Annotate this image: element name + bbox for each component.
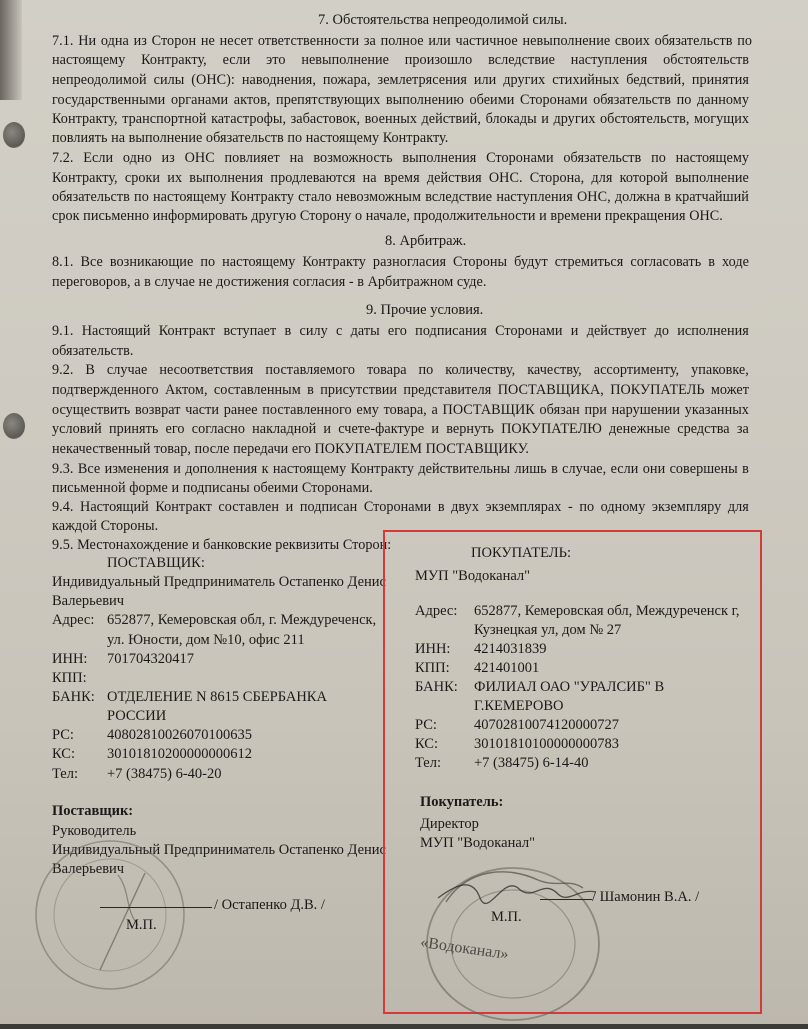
supplier-address-label: Адрес: xyxy=(52,612,95,628)
section-9-2-line: условий принять его согласно накладной и счете-фактуре и вернуть ПОКУПАТЕЛЮ денежные средства за xyxy=(52,421,749,437)
page-edge-shadow xyxy=(0,0,22,100)
supplier-signature-name: / Остапенко Д.В. / xyxy=(214,897,325,913)
supplier-name: Валерьевич xyxy=(52,593,125,609)
buyer-bank-label: БАНК: xyxy=(415,679,458,695)
punch-hole xyxy=(3,122,25,148)
section-9-3-line: письменной форме и подписаны обеими Сторонами. xyxy=(52,480,373,496)
section-9-1-line: 9.1. Настоящий Контракт вступает в силу с даты его подписания Сторонами и действует до исполнения xyxy=(52,323,749,339)
buyer-bank: Г.КЕМЕРОВО xyxy=(474,698,564,714)
supplier-signature-line xyxy=(100,907,212,908)
buyer-rs-label: РС: xyxy=(415,717,437,733)
buyer-stamp-text: «Водоканал» xyxy=(419,933,510,964)
section-8-title: 8. Арбитраж. xyxy=(385,233,467,249)
buyer-address: Кузнецкая ул, дом № 27 xyxy=(474,622,622,638)
punch-hole xyxy=(3,413,25,439)
section-7-title: 7. Обстоятельства непреодолимой силы. xyxy=(318,12,568,28)
buyer-address-label: Адрес: xyxy=(415,603,458,619)
supplier-sign-name: Индивидуальный Предприниматель Остапенко Денис xyxy=(52,842,386,858)
section-9-2-line: некачественный товар, после передачи его ПОКУПАТЕЛЕМ ПОСТАВЩИКУ. xyxy=(52,441,529,457)
section-7-1-line: повлиять на выполнение обязательств по настоящему Контракту. xyxy=(52,130,449,146)
buyer-signature-line xyxy=(540,899,592,900)
section-7-2-line: срок письменно информировать другую Сторону о начале, продолжительности и времени прекращения ОНС. xyxy=(52,208,723,224)
supplier-sign-name: Валерьевич xyxy=(52,861,125,877)
section-7-1-line: настоящему Контракту, если это невыполнение произошло вследствие наступления обстоятельств xyxy=(52,52,749,68)
supplier-inn-label: ИНН: xyxy=(52,651,88,667)
supplier-inn: 701704320417 xyxy=(107,651,194,667)
section-8-1-line: 8.1. Все возникающие по настоящему Контракту разногласия Стороны будут стремиться согласовать в ходе xyxy=(52,254,749,270)
buyer-address: 652877, Кемеровская обл, Междуреченск г, xyxy=(474,603,740,619)
buyer-heading: ПОКУПАТЕЛЬ: xyxy=(471,545,571,561)
buyer-ks: 30101810100000000783 xyxy=(474,736,619,752)
buyer-mp: М.П. xyxy=(491,909,522,925)
buyer-ks-label: КС: xyxy=(415,736,439,752)
buyer-bank: ФИЛИАЛ ОАО "УРАЛСИБ" В xyxy=(474,679,665,695)
section-9-4-line: каждой Стороны. xyxy=(52,518,159,534)
section-8-1-line: переговоров, а в случае не достижения согласия - в Арбитражном суде. xyxy=(52,274,487,290)
supplier-heading: ПОСТАВЩИК: xyxy=(107,555,205,571)
section-7-1-line: 7.1. Ни одна из Сторон не несет ответственности за полное или частичное невыполнение своих обязательств по xyxy=(52,33,752,49)
section-9-2-line: 9.2. В случае несоответствия поставляемого товара по количеству, качеству, ассортименту, упаковке, xyxy=(52,362,749,378)
supplier-bank-label: БАНК: xyxy=(52,689,95,705)
section-7-2-line: 7.2. Если одно из ОНС повлияет на возможность выполнения Сторонами обязательств по настоящему xyxy=(52,150,749,166)
supplier-address: ул. Юности, дом №10, офис 211 xyxy=(107,632,305,648)
supplier-sign-heading: Поставщик: xyxy=(52,803,134,819)
supplier-mp: М.П. xyxy=(126,917,157,933)
supplier-tel-label: Тел: xyxy=(52,766,79,782)
supplier-address: 652877, Кемеровская обл, г. Междуреченск, xyxy=(107,612,377,628)
supplier-kpp-label: КПП: xyxy=(52,670,87,686)
buyer-inn-label: ИНН: xyxy=(415,641,451,657)
section-7-1-line: Контракту, транспортной катастрофы, забастовок, военных действий, блокады и других обстоятельств, могущих xyxy=(52,111,749,127)
buyer-sign-heading: Покупатель: xyxy=(420,794,504,810)
section-9-4-line: 9.4. Настоящий Контракт составлен и подписан Сторонами в двух экземплярах - по одному экземпляру для xyxy=(52,499,749,515)
buyer-rs: 40702810074120000727 xyxy=(474,717,619,733)
section-9-2-line: подтвержденного Актом, составленным в присутствии представителя ПОСТАВЩИКА, ПОКУПАТЕЛЬ может xyxy=(52,382,749,398)
section-9-title: 9. Прочие условия. xyxy=(366,302,484,318)
section-9-3-line: 9.3. Все изменения и дополнения к настоящему Контракту действительны лишь в случае, если они совершены в xyxy=(52,461,749,477)
buyer-sign-org: МУП "Водоканал" xyxy=(420,835,536,851)
section-9-1-line: обязательств. xyxy=(52,343,134,359)
buyer-sign-role: Директор xyxy=(420,816,479,832)
buyer-name: МУП "Водоканал" xyxy=(415,568,531,584)
supplier-ks: 30101810200000000612 xyxy=(107,746,252,762)
buyer-tel: +7 (38475) 6-14-40 xyxy=(474,755,589,771)
section-7-2-line: Контракту, сроки их выполнения продлеваются на время действия ОНС. Сторона, для которой выполнение xyxy=(52,170,749,186)
supplier-rs-label: РС: xyxy=(52,727,74,743)
supplier-bank: ОТДЕЛЕНИЕ N 8615 СБЕРБАНКА xyxy=(107,689,327,705)
supplier-bank: РОССИИ xyxy=(107,708,167,724)
section-7-1-line: государственными органами актов, препятствующих выполнению обеими Сторонами обязательств по данному xyxy=(52,92,749,108)
supplier-ks-label: КС: xyxy=(52,746,76,762)
supplier-sign-role: Руководитель xyxy=(52,823,137,839)
supplier-rs: 40802810026070100635 xyxy=(107,727,252,743)
section-9-5-line: 9.5. Местонахождение и банковские реквизиты Сторон: xyxy=(52,537,392,553)
buyer-kpp: 421401001 xyxy=(474,660,540,676)
section-9-2-line: осуществить возврат части ранее поставленного ему товара, а ПОСТАВЩИК обязан при нарушении указанных xyxy=(52,402,749,418)
section-7-2-line: обязательств по настоящему Контракту стало невозможным вследствие наступления ОНС, должна в кратчайший xyxy=(52,189,749,205)
supplier-tel: +7 (38475) 6-40-20 xyxy=(107,766,222,782)
buyer-tel-label: Тел: xyxy=(415,755,442,771)
buyer-inn: 4214031839 xyxy=(474,641,547,657)
buyer-signature-name: / Шамонин В.А. / xyxy=(592,889,700,905)
supplier-stamp xyxy=(30,835,190,1000)
supplier-name: Индивидуальный Предприниматель Остапенко Денис xyxy=(52,574,386,590)
buyer-kpp-label: КПП: xyxy=(415,660,450,676)
section-7-1-line: непреодолимой силы (ОНС): наводнения, пожара, землетрясения или других стихийных бедствий, принятия xyxy=(52,72,749,88)
